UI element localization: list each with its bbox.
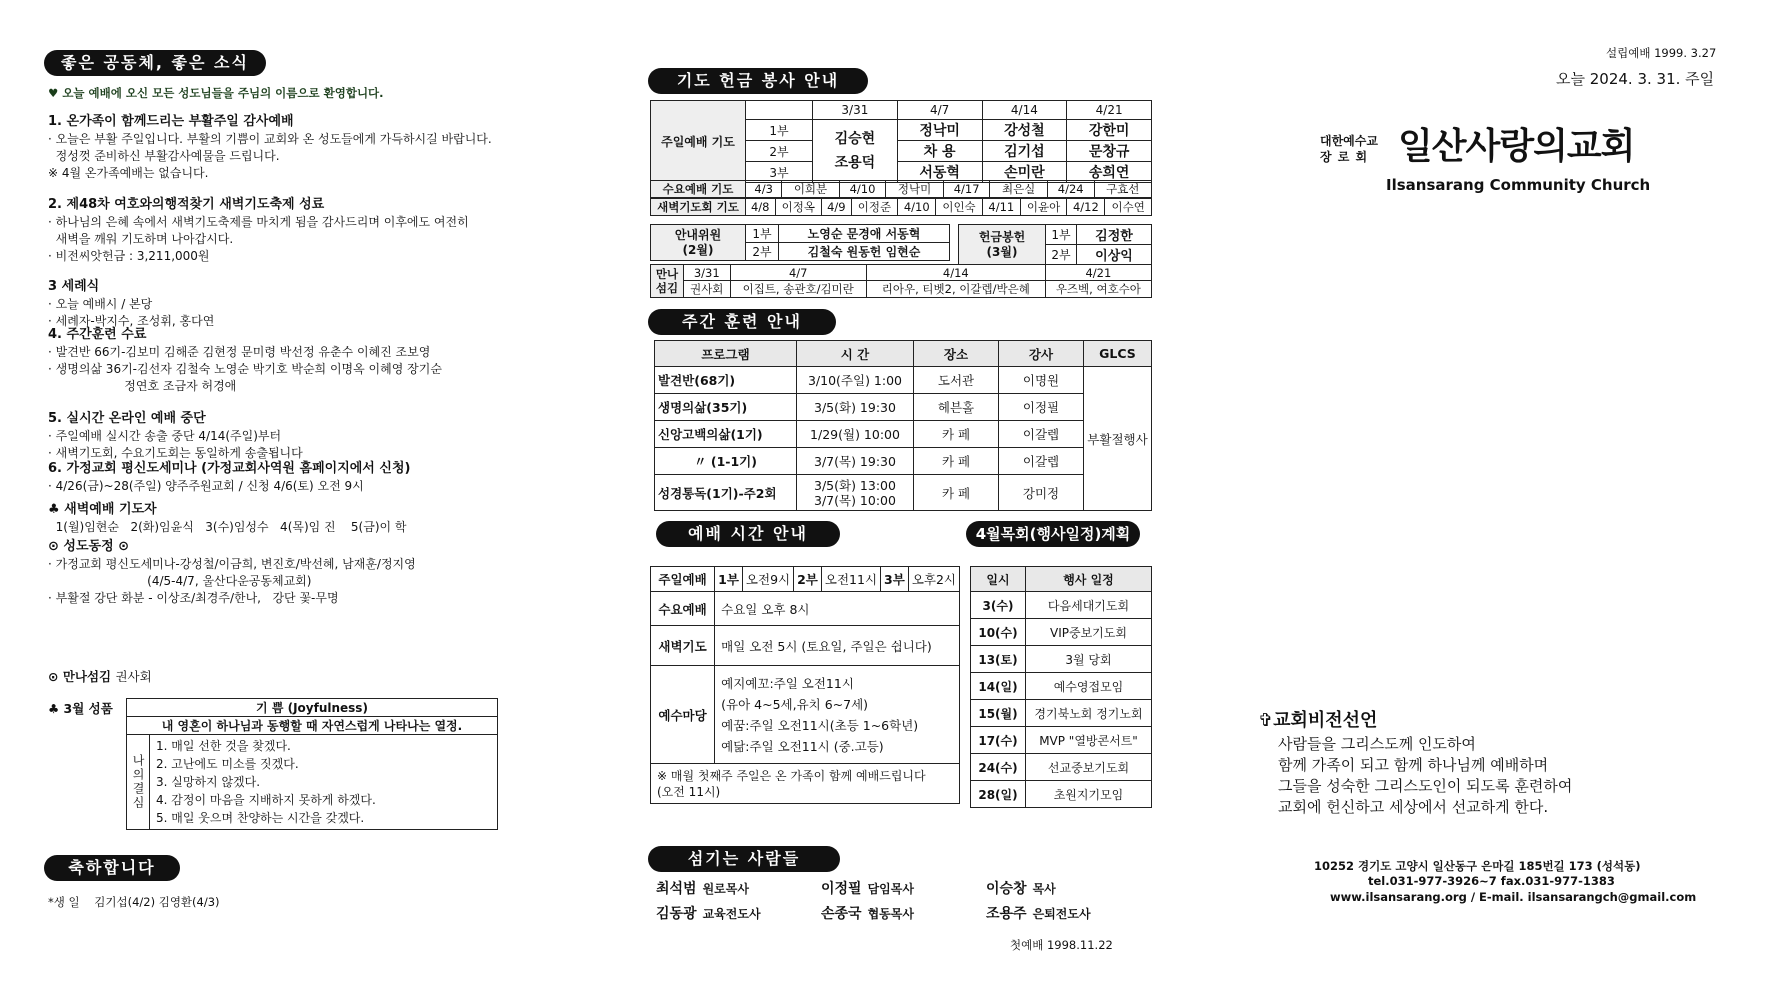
usher-part: 2부: [746, 243, 779, 261]
announcement-line: · 부활절 강단 화분 - 이상조/최경주/한나, 강단 꽃-무명: [48, 591, 339, 605]
event-row: [971, 754, 1152, 781]
announcement-line: 새벽을 깨워 기도하며 나아갑시다.: [48, 232, 234, 246]
part-2: 2부: [746, 141, 813, 162]
prayer-name: 김승현: [834, 131, 876, 147]
prayer-names-1: [813, 120, 898, 183]
denomination-line-2: 장 로 회: [1320, 150, 1369, 164]
wed-name: 최은실: [990, 181, 1047, 198]
col-time: 시 간: [797, 341, 914, 367]
announcement-line: · 주일예배 실시간 송출 중단 4/14(주일)부터: [48, 429, 282, 443]
servant: [656, 878, 749, 898]
dawn-name: 이정준: [851, 199, 898, 216]
servant: [986, 903, 1091, 923]
announcement-title: 4. 주간훈련 수료: [48, 327, 147, 342]
fruit-side-label: 나의결심: [127, 735, 150, 830]
birthday-row: [48, 894, 220, 910]
fruit-subtitle: 내 영혼이 하나님과 동행할 때 자연스럽게 나타나는 열정.: [127, 717, 498, 735]
event-title: 다음세대기도회: [1026, 592, 1152, 619]
worship-wed-label: 수요예배: [651, 592, 715, 626]
fruit-label: ♣ 3월 성품: [48, 701, 113, 716]
church-name: 일산사랑의교회: [1398, 126, 1635, 167]
offering-name: 김정한: [1077, 225, 1152, 245]
training-program: 생명의삶(35기): [655, 394, 797, 421]
dawn-date: 4/12: [1067, 199, 1105, 216]
wed-date: 4/10: [839, 181, 886, 198]
announcement-item: [48, 196, 469, 265]
dawn-date: 4/8: [746, 199, 776, 216]
event-title: VIP중보기도회: [1026, 619, 1152, 646]
fruit-resolution: 2. 고난에도 미소를 짓겠다.: [156, 757, 299, 771]
training-place: 카 페: [914, 448, 999, 475]
section-header-events: 4월목회(행사일정)계획: [966, 521, 1140, 547]
announcement-line: · 오늘 예배시 / 본당: [48, 297, 153, 311]
announcement-item: [48, 113, 492, 182]
event-date: 10(수): [971, 619, 1026, 646]
fruit-table: [126, 698, 498, 830]
address: 10252 경기도 고양시 일산동구 은마길 185번길 173 (성석동): [1314, 859, 1641, 873]
training-table: [654, 340, 1152, 511]
part-3: 3부: [746, 162, 813, 183]
event-date: 13(토): [971, 646, 1026, 673]
welcome-text: ♥ 오늘 예배에 오신 모든 성도님들을 주님의 이름으로 환영합니다.: [48, 86, 384, 100]
announcement-item: [48, 538, 416, 607]
events-table: [970, 566, 1152, 808]
section-header-worship: 예배 시간 안내: [656, 521, 840, 547]
fruit-resolution: 3. 실망하지 않겠다.: [156, 775, 261, 789]
offering-name: 이상익: [1077, 245, 1152, 265]
wed-date: 4/17: [943, 181, 990, 198]
announcement-item: [48, 410, 303, 462]
worship-note-line: (오전 11시): [657, 784, 721, 799]
date-4: 4/21: [1067, 101, 1152, 120]
prayer-table: [650, 100, 1152, 183]
worship-sunday-label: 주일예배: [651, 567, 715, 592]
prayer-name: 차 용: [897, 141, 982, 162]
wed-date: 4/3: [746, 181, 782, 198]
announcement-line: 정성껏 준비하신 부활감사예물을 드립니다.: [48, 149, 280, 163]
wed-date: 4/24: [1047, 181, 1094, 198]
training-teacher: 이갈렙: [999, 448, 1084, 475]
offering-part: 2부: [1046, 245, 1077, 265]
dawn-name: 이윤아: [1020, 199, 1067, 216]
manna-name: 우즈벡, 여호수아: [1045, 281, 1151, 298]
announcement-title: ♣ 새벽예배 기도자: [48, 502, 157, 517]
worship-dawn-label: 새벽기도: [651, 626, 715, 666]
training-place: 헤븐홀: [914, 394, 999, 421]
phone-fax: tel.031-977-3926~7 fax.031-977-1383: [1368, 874, 1615, 888]
usher-names: 김철숙 원동헌 임현순: [779, 243, 950, 261]
church-english-name: Ilsansarang Community Church: [1386, 176, 1651, 194]
training-time: 3/5(화) 19:30: [797, 394, 914, 421]
prayer-name: 김기섭: [982, 141, 1067, 162]
prayer-name: 조용덕: [834, 155, 876, 171]
wed-name: 구효선: [1094, 181, 1151, 198]
church-logo: [1320, 118, 1680, 208]
offering-table: [958, 224, 1152, 265]
announcement-item: [48, 326, 442, 395]
announcement-title: 1. 온가족이 함께드리는 부활주일 감사예배: [48, 114, 294, 129]
vision-line: 함께 가족이 되고 함께 하나님께 예배하며: [1278, 756, 1549, 774]
col-teacher: 강사: [999, 341, 1084, 367]
event-row: [971, 781, 1152, 808]
dawn-date: 4/9: [822, 199, 852, 216]
birthday-value: 김기섭(4/2) 김영환(4/3): [94, 895, 220, 909]
prayer-name: 강성철: [982, 120, 1067, 141]
dawn-date: 4/11: [982, 199, 1020, 216]
event-row: [971, 646, 1152, 673]
announcement-line: · 발견반 66기-김보미 김해준 김현정 문미령 박선정 유춘수 이혜진 조보영: [48, 345, 431, 359]
servant-name: 이정필: [821, 881, 862, 897]
web-email: www.ilsansarang.org / E-mail. ilsansarangch@gmail.com: [1330, 890, 1697, 904]
training-program: 발견반(68기): [655, 367, 797, 394]
manna-date: 4/14: [866, 265, 1045, 281]
event-row: [971, 673, 1152, 700]
announcement-title: 2. 제48차 여호와의행적찾기 새벽기도축제 성료: [48, 197, 325, 212]
section-header-servants: 섬기는 사람들: [648, 846, 840, 872]
worship-part: 3부: [881, 567, 909, 591]
announcement-title: ⊙ 성도동정 ⊙: [48, 539, 130, 554]
col-glcs: GLCS: [1084, 341, 1152, 367]
section-header-good-news: 좋은 공동체, 좋은 소식: [44, 50, 266, 76]
fruit-list: [150, 735, 498, 830]
usher-part: 1부: [746, 225, 779, 243]
event-date: 17(수): [971, 727, 1026, 754]
manna-name: 권사회: [684, 281, 731, 298]
event-title: 3월 당회: [1026, 646, 1152, 673]
wed-name: 이희분: [782, 181, 839, 198]
announcement-line: 1(월)임현순 2(화)임윤식 3(수)임성수 4(목)임 진 5(금)이 학: [48, 520, 407, 534]
training-place: 카 페: [914, 421, 999, 448]
dawn-name: 이수연: [1105, 199, 1152, 216]
col-place: 장소: [914, 341, 999, 367]
yesu-line: 예닮:주일 오전11시 (중.고등): [721, 738, 884, 754]
prayer-name: 송희연: [1067, 162, 1152, 183]
section-header-prayer: 기도 헌금 봉사 안내: [648, 68, 868, 94]
fruit-resolution: 5. 매일 웃으며 찬양하는 시간을 갖겠다.: [156, 811, 365, 825]
event-date: 24(수): [971, 754, 1026, 781]
announcement-line: ※ 4월 온가족예배는 없습니다.: [48, 166, 209, 180]
announcement-line: · 오늘은 부활 주일입니다. 부활의 기쁨이 교회와 온 성도들에게 가득하시길 바랍니다.: [48, 132, 492, 146]
dawn-prayer-label: 새벽기도회 기도: [651, 199, 746, 216]
date-1: 3/31: [813, 101, 898, 120]
training-teacher: 이정필: [999, 394, 1084, 421]
vision-statement: [1278, 734, 1572, 818]
yesu-line: (유아 4~5세,유치 6~7세): [721, 696, 869, 712]
vision-line: 교회에 헌신하고 세상에서 선교하게 한다.: [1278, 798, 1549, 816]
event-date: 3(수): [971, 592, 1026, 619]
announcement-item: [48, 278, 214, 330]
servant-role: 목사: [1032, 882, 1056, 896]
offering-label: 헌금봉헌 (3월): [959, 225, 1046, 265]
prayer-name: 손미란: [982, 162, 1067, 183]
wed-prayer-label: 수요예배 기도: [651, 181, 746, 198]
event-title: 선교중보기도회: [1026, 754, 1152, 781]
usher-label: 안내위원 (2월): [651, 225, 746, 261]
offering-part: 1부: [1046, 225, 1077, 245]
event-title: MVP "열방콘서트": [1026, 727, 1152, 754]
servant: [821, 878, 914, 898]
servant: [821, 903, 914, 923]
servant-role: 협동목사: [867, 907, 914, 921]
event-date: 28(일): [971, 781, 1026, 808]
announcement-line: · 새벽기도회, 수요기도회는 동일하게 송출됩니다: [48, 446, 303, 460]
date-2: 4/7: [897, 101, 982, 120]
event-date: 15(월): [971, 700, 1026, 727]
worship-wed-value: 수요일 오후 8시: [715, 592, 960, 626]
worship-note-line: ※ 매월 첫째주 주일은 온 가족이 함께 예배드립니다: [657, 768, 926, 783]
manna-name: 리아우, 티벳2, 이갈렙/박은혜: [866, 281, 1045, 298]
announcement-item: [48, 460, 410, 495]
training-teacher: 강미정: [999, 475, 1084, 511]
training-time: 3/10(주일) 1:00: [797, 367, 914, 394]
event-date: 14(일): [971, 673, 1026, 700]
event-title: 경기북노회 정기노회: [1026, 700, 1152, 727]
manna-table: [650, 264, 1152, 298]
training-program: 〃 (1-1기): [655, 448, 797, 475]
dawn-name: 이정옥: [775, 199, 822, 216]
announcement-line: · 생명의삶 36기-김선자 김철숙 노영순 박기호 박순희 이명옥 이혜영 장기순: [48, 362, 442, 376]
manna-label: ⊙ 만나섬김: [48, 669, 116, 684]
announcement-title: 5. 실시간 온라인 예배 중단: [48, 411, 206, 426]
dawn-date: 4/10: [898, 199, 936, 216]
servant: [656, 903, 761, 923]
servant-name: 손종국: [821, 906, 862, 922]
prayer-name: 강한미: [1067, 120, 1152, 141]
worship-part: 1부: [715, 567, 742, 591]
announcement-item: [48, 501, 407, 536]
prayer-name: 서동혁: [897, 162, 982, 183]
today-date: 오늘 2024. 3. 31. 주일: [1556, 70, 1715, 88]
event-row: [971, 727, 1152, 754]
section-header-congrats: 축하합니다: [44, 855, 180, 881]
usher-table: [650, 224, 950, 261]
manna-date: 3/31: [684, 265, 731, 281]
prayer-name: 정낙미: [897, 120, 982, 141]
manna-title: [48, 667, 152, 685]
wed-prayer-table: [650, 180, 1152, 198]
training-teacher: 이갈렙: [999, 421, 1084, 448]
training-place: 도서관: [914, 367, 999, 394]
worship-part: 2부: [794, 567, 822, 591]
training-time: 3/5(화) 13:00 3/7(목) 10:00: [797, 475, 914, 511]
training-teacher: 이명원: [999, 367, 1084, 394]
wed-name: 정낙미: [886, 181, 943, 198]
birthday-label: *생 일: [48, 895, 80, 909]
vision-line: 그들을 성숙한 그리스도인이 되도록 훈련하여: [1278, 777, 1573, 795]
announcement-line: (4/5-4/7, 울산다운공동체교회): [48, 574, 312, 588]
servant-role: 담임목사: [867, 882, 914, 896]
event-row: [971, 619, 1152, 646]
events-col-date: 일시: [971, 567, 1026, 592]
servant-role: 은퇴전도사: [1032, 907, 1091, 921]
yesu-line: 예꿈:주일 오전11시(초등 1~6학년): [721, 717, 919, 733]
event-row: [971, 592, 1152, 619]
training-place: 카 페: [914, 475, 999, 511]
manna-date: 4/7: [730, 265, 866, 281]
servant-name: 이승창: [986, 881, 1027, 897]
training-time: 1/29(월) 10:00: [797, 421, 914, 448]
date-3: 4/14: [982, 101, 1067, 120]
manna-service-label: 만나 섬김: [651, 265, 684, 298]
events-col-event: 행사 일정: [1026, 567, 1152, 592]
worship-time: 오전9시: [742, 567, 793, 591]
worship-yesu-label: 예수마당: [651, 666, 715, 764]
announcement-line: · 비전씨앗헌금 : 3,211,000원: [48, 249, 210, 263]
announcement-title: 6. 가정교회 평신도세미나 (가정교회사역원 홈페이지에서 신청): [48, 461, 411, 476]
yesu-line: 예지예꼬:주일 오전11시: [721, 675, 854, 691]
vision-title: ✞교회비전선언: [1258, 710, 1378, 731]
fruit-title: 기 쁨 (Joyfulness): [127, 699, 498, 717]
servant-name: 김동광: [656, 906, 697, 922]
announcement-line: 정연호 조금자 허경애: [48, 379, 237, 393]
part-1: 1부: [746, 120, 813, 141]
worship-note: [651, 764, 960, 804]
glcs-value: 부활절행사: [1084, 367, 1152, 511]
training-time: 3/7(목) 19:30: [797, 448, 914, 475]
announcement-line: · 가정교회 평신도세미나-강성철/이금희, 변진호/박선혜, 남재훈/정지영: [48, 557, 416, 571]
worship-dawn-value: 매일 오전 5시 (토요일, 주일은 쉽니다): [715, 626, 960, 666]
dawn-name: 이인숙: [936, 199, 983, 216]
training-program: 성경통독(1기)-주2회: [655, 475, 797, 511]
first-worship: 첫예배 1998.11.22: [1010, 938, 1113, 952]
vision-line: 사람들을 그리스도께 인도하여: [1278, 735, 1476, 753]
dawn-prayer-table: [650, 198, 1152, 216]
manna-date: 4/21: [1045, 265, 1151, 281]
fruit-resolution: 1. 매일 선한 것을 찾겠다.: [156, 739, 291, 753]
servant-name: 최석범: [656, 881, 697, 897]
sunday-times: [715, 567, 959, 591]
prayer-name: 문창규: [1067, 141, 1152, 162]
sunday-prayer-label: 주일예배 기도: [651, 101, 746, 183]
worship-time: 오후2시: [911, 572, 956, 587]
manna-name: 이집트, 송관호/김미란: [730, 281, 866, 298]
servant-name: 조용주: [986, 906, 1027, 922]
fruit-resolution: 4. 감정이 마음을 지배하지 못하게 하겠다.: [156, 793, 376, 807]
section-header-training: 주간 훈련 안내: [648, 309, 836, 335]
col-program: 프로그램: [655, 341, 797, 367]
servant-role: 교육전도사: [702, 907, 761, 921]
worship-yesu-lines: [715, 666, 960, 764]
announcement-line: · 4/26(금)~28(주일) 양주주원교회 / 신청 4/6(토) 오전 9시: [48, 479, 364, 493]
manna-value: 권사회: [115, 669, 152, 684]
worship-table: [650, 566, 960, 804]
announcement-line: · 하나님의 은혜 속에서 새벽기도축제를 마치게 됨을 감사드리며 이후에도 여전히: [48, 215, 469, 229]
worship-time: 오전11시: [821, 567, 880, 591]
servant-role: 원로목사: [702, 882, 749, 896]
founded-date: 설립예배 1999. 3.27: [1606, 46, 1717, 60]
usher-names: 노영순 문경애 서동혁: [779, 225, 950, 243]
denomination-line-1: 대한예수교: [1320, 134, 1378, 148]
announcement-title: 3 세례식: [48, 279, 100, 294]
servant: [986, 878, 1056, 898]
training-program: 신앙고백의삶(1기): [655, 421, 797, 448]
event-title: 초원지기모임: [1026, 781, 1152, 808]
event-row: [971, 700, 1152, 727]
event-title: 예수영접모임: [1026, 673, 1152, 700]
announcement-line: · 세례자-박지수, 조성휘, 홍다연: [48, 314, 215, 328]
